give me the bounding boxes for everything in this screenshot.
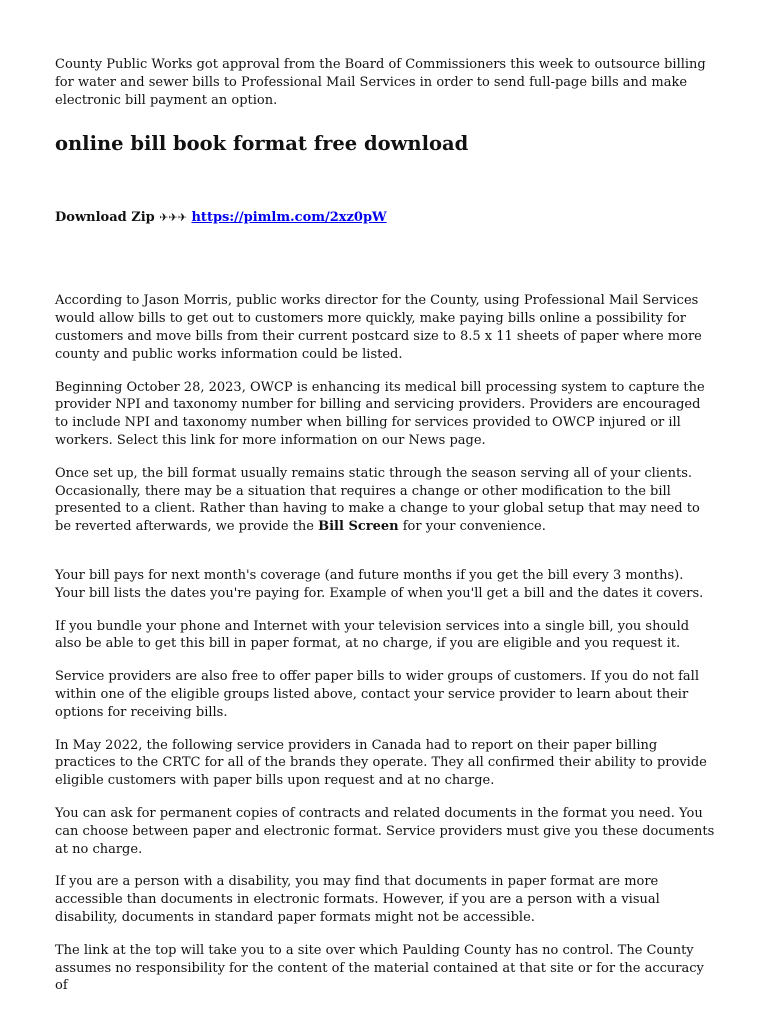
paragraph-disclaimer: The link at the top will take you to a site over which Paulding County has no control. The County assumes no responsibility for the content of the material contained at that site or for the accuracy of xyxy=(55,942,704,994)
bill-format-text: Once set up, the bill format usually remains static through the season serving all of your clients. Occasionally, there may be a situation that requires a change or other modification to the bill presented to a client. Rather than having to make a change to your global setup that may need to be reverted afterwards, we provide the xyxy=(55,465,700,535)
paragraph-bill-format xyxy=(55,465,715,536)
paragraph-crtc: In May 2022, the following service providers in Canada had to report on their paper billing practices to the CRTC for all of the brands they operate. They all confirmed their ability to provide eligible customers with paper bills upon request and at no charge. xyxy=(55,737,707,789)
paragraph-coverage: Your bill pays for next month's coverage (and future months if you get the bill every 3 months). Your bill lists the dates you're paying for. Example of when you'll get a bill and the dates it covers. xyxy=(55,567,704,601)
download-line xyxy=(55,209,715,227)
paragraph-contracts: You can ask for permanent copies of contracts and related documents in the format you need. You can choose between paper and electronic format. Service providers must give you these documents at no charge. xyxy=(55,805,715,857)
paragraph-owcp: Beginning October 28, 2023, OWCP is enhancing its medical bill processing system to capture the provider NPI and taxonomy number for billing and servicing providers. Providers are encouraged to include NPI and taxonomy number when billing for services provided to OWCP injured or ill workers. Select this link for more information on our News page. xyxy=(55,379,705,448)
bill-screen-term: Bill Screen xyxy=(318,519,399,535)
page-title: online bill book format free download xyxy=(55,132,469,156)
intro-paragraph: County Public Works got approval from the Board of Commissioners this week to outsource billing for water and sewer bills to Professional Mail Services in order to send full-page bills and make electronic bill payment an option. xyxy=(55,57,706,108)
paragraph-providers: Service providers are also free to offer paper bills to wider groups of customers. If you do not fall within one of the eligible groups listed above, contact your service provider to learn about their options for receiving bills. xyxy=(55,669,699,720)
paragraph-disability: If you are a person with a disability, you may find that documents in paper format are more accessible than documents in electronic formats. However, if you are a person with a visual disability, documents in standard paper formats might not be accessible. xyxy=(55,874,660,925)
paragraph-morris: According to Jason Morris, public works director for the County, using Professional Mail Services would allow bills to get out to customers more quickly, make paying bills online a possibility for customers and move bills from their current postcard size to 8.5 x 11 sheets of paper where more county and public works information could be listed. xyxy=(55,293,702,362)
arrow-icon: ✈✈✈ xyxy=(159,211,187,225)
download-link[interactable]: https://pimlm.com/2xz0pW xyxy=(191,210,387,226)
document-body xyxy=(55,56,715,995)
bill-format-text-end: for your convenience. xyxy=(398,519,546,535)
paragraph-bundle: If you bundle your phone and Internet with your television services into a single bill, you should also be able to get this bill in paper format, at no charge, if you are eligible and you request it. xyxy=(55,618,690,652)
download-label: Download Zip xyxy=(55,210,155,226)
